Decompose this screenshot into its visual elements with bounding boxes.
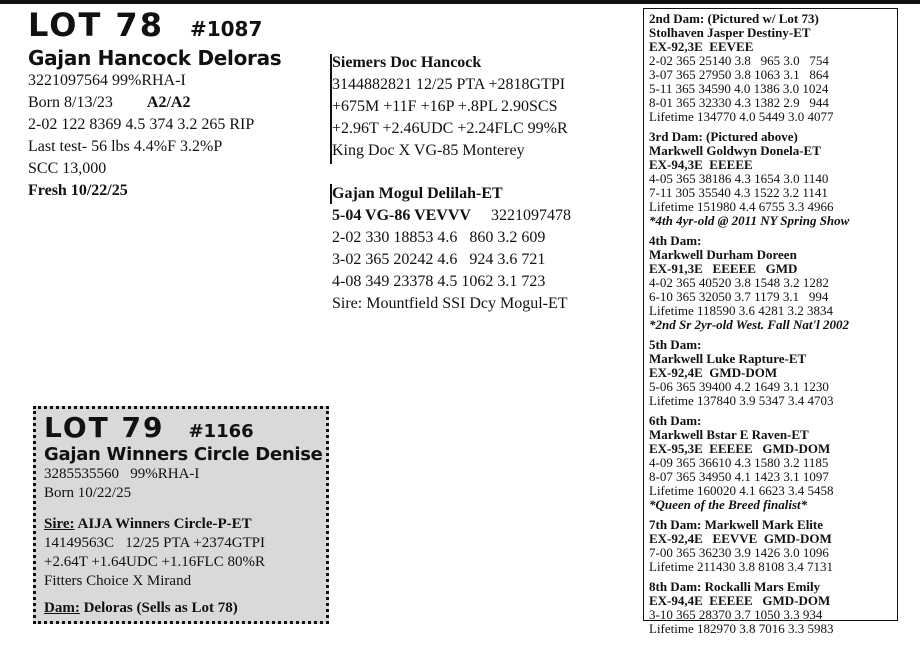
dam-record-2: 3-02 365 20242 4.6 924 3.6 721 [332,251,546,268]
dam-classification: EX-94,3E EEEEE [649,157,753,172]
dam-name: Markwell Bstar E Raven-ET [649,427,809,442]
dam-registration: 3221097478 [490,207,571,224]
dam-record: 5-06 365 39400 4.2 1649 3.1 1230 [649,379,829,394]
lot-79-box [33,406,329,624]
dam-title: 8th Dam: Rockalli Mars Emily [649,579,821,594]
dam-group [649,580,897,636]
dam-group [649,414,897,512]
dam-group [649,130,897,228]
lot-78-label: LOT 78 [28,6,164,44]
sire-line-3: +2.96T +2.46UDC +2.24FLC 99%R [332,120,568,137]
dam-record: 5-11 365 34590 4.0 1386 3.0 1024 [649,81,829,96]
sire-line-2: +675M +11F +16P +.8PL 2.90SCS [332,98,558,115]
dam-title: 7th Dam: Markwell Mark Elite [649,517,824,532]
dam-record: 4-05 365 38186 4.3 1654 3.0 1140 [649,171,829,186]
dam-group [649,234,897,332]
lot-78-record: 2-02 122 8369 4.5 374 3.2 265 RIP [28,116,255,133]
dam-record: Lifetime 151980 4.4 6755 3.3 4966 [649,199,834,214]
sire-block [330,52,568,162]
top-rule [0,0,920,4]
dam-record: 4-09 365 36610 4.3 1580 3.2 1185 [649,455,829,470]
dam-classification: EX-92,3E EEVEE [649,39,754,54]
lot-78-last-test: Last test- 56 lbs 4.4%F 3.2%P [28,138,223,155]
dam-group [649,518,897,574]
lot-78-section [28,6,281,202]
sire-line-4: King Doc X VG-85 Monterey [332,142,525,159]
dam-record: Lifetime 160020 4.1 6623 3.4 5458 [649,483,834,498]
dam-title: 2nd Dam: (Pictured w/ Lot 73) [649,11,819,26]
dam-record: 7-00 365 36230 3.9 1426 3.0 1096 [649,545,829,560]
lot-78-number: #1087 [189,17,263,41]
dam-record: Lifetime 134770 4.0 5449 3.0 4077 [649,109,834,124]
dam-record: 2-02 365 25140 3.8 965 3.0 754 [649,53,829,68]
lot-79-sire-line-1: 14149563C 12/25 PTA +2374GTPI [44,535,266,551]
dam-note: *4th 4yr-old @ 2011 NY Spring Show [649,213,850,228]
dam-record: 8-07 365 34950 4.1 1423 3.1 1097 [649,469,829,484]
dam-record: 6-10 365 32050 3.7 1179 3.1 994 [649,289,829,304]
dam-class-line [332,205,571,227]
dam-name: Gajan Mogul Delilah-ET [332,185,503,202]
lot-79-header [44,411,326,444]
maternal-pedigree-box [643,8,898,636]
dam-record: 7-11 305 35540 4.3 1522 3.2 1141 [649,185,828,200]
lot-78-animal-name: Gajan Hancock Deloras [28,46,282,70]
dam-name: Markwell Goldwyn Donela-ET [649,143,821,158]
lot-79-sire-label: Sire: [44,516,75,532]
dam-note: *Queen of the Breed finalist* [649,497,808,512]
lot-79-label: LOT 79 [44,411,165,444]
dam-record-3: 4-08 349 23378 4.5 1062 3.1 723 [332,273,546,290]
dam-classification: 5-04 VG-86 VEVVV [332,207,471,224]
dam-record: 3-10 365 28370 3.7 1050 3.3 934 [649,607,823,622]
lot-79-dam-label: Dam: [44,600,80,616]
sire-name: Siemers Doc Hancock [332,54,482,71]
dam-title: 6th Dam: [649,413,702,428]
lot-79-sire-line-3: Fitters Choice X Mirand [44,573,192,589]
dam-classification: EX-92,4E EEVVE GMD-DOM [649,531,832,546]
dam-record: Lifetime 211430 3.8 8108 3.4 7131 [649,559,834,574]
dam-name: Stolhaven Jasper Destiny-ET [649,25,811,40]
dam-record: Lifetime 137840 3.9 5347 3.4 4703 [649,393,834,408]
dam-record: 4-02 365 40520 3.8 1548 3.2 1282 [649,275,829,290]
lot-79-number: #1166 [188,421,254,442]
dam-record-1: 2-02 330 18853 4.6 860 3.2 609 [332,229,546,246]
lot-79-born: Born 10/22/25 [44,485,132,501]
lot-78-header [28,6,281,44]
dam-classification: EX-94,4E EEEEE GMD-DOM [649,593,831,608]
dam-classification: EX-95,3E EEEEE GMD-DOM [649,441,831,456]
lot-78-registration: 3221097564 99%RHA-I [28,72,186,89]
dam-name: Markwell Luke Rapture-ET [649,351,807,366]
dam-record: 8-01 365 32330 4.3 1382 2.9 944 [649,95,829,110]
dam-title: 5th Dam: [649,337,702,352]
sire-line-1: 3144882821 12/25 PTA +2818GTPI [332,76,566,93]
lot-78-scc: SCC 13,000 [28,160,107,177]
lot-78-fresh: Fresh 10/22/25 [28,182,128,199]
lot-79-registration: 3285535560 99%RHA-I [44,466,200,482]
dam-record: Lifetime 118590 3.6 4281 3.2 3834 [649,303,834,318]
dam-name: Markwell Durham Doreen [649,247,797,262]
dam-classification: EX-92,4E GMD-DOM [649,365,778,380]
lot-78-born: Born 8/13/23 [28,94,113,111]
dam-group [649,12,897,124]
dam-note: *2nd Sr 2yr-old West. Fall Nat'l 2002 [649,317,849,332]
lot-79-sire-line [44,515,326,534]
dam-classification: EX-91,3E EEEEE GMD [649,261,798,276]
lot-79-dam-text: Deloras (Sells as Lot 78) [83,600,238,616]
lot-79-sire-name: AIJA Winners Circle-P-ET [77,516,252,532]
lot-79-sire-line-2: +2.64T +1.64UDC +1.16FLC 80%R [44,554,265,570]
lot-78-born-line [28,92,281,114]
dam-record: Lifetime 182970 3.8 7016 3.3 5983 [649,621,834,636]
dam-sire: Sire: Mountfield SSI Dcy Mogul-ET [332,295,568,312]
dam-title: 4th Dam: [649,233,702,248]
lot-79-dam-line [44,599,326,618]
lot-79-animal-name: Gajan Winners Circle Denise [44,444,323,465]
dam-title: 3rd Dam: (Pictured above) [649,129,798,144]
dam-block [330,183,571,315]
lot-78-beta-casein: A2/A2 [146,94,191,111]
dam-group [649,338,897,408]
dam-record: 3-07 365 27950 3.8 1063 3.1 864 [649,67,829,82]
